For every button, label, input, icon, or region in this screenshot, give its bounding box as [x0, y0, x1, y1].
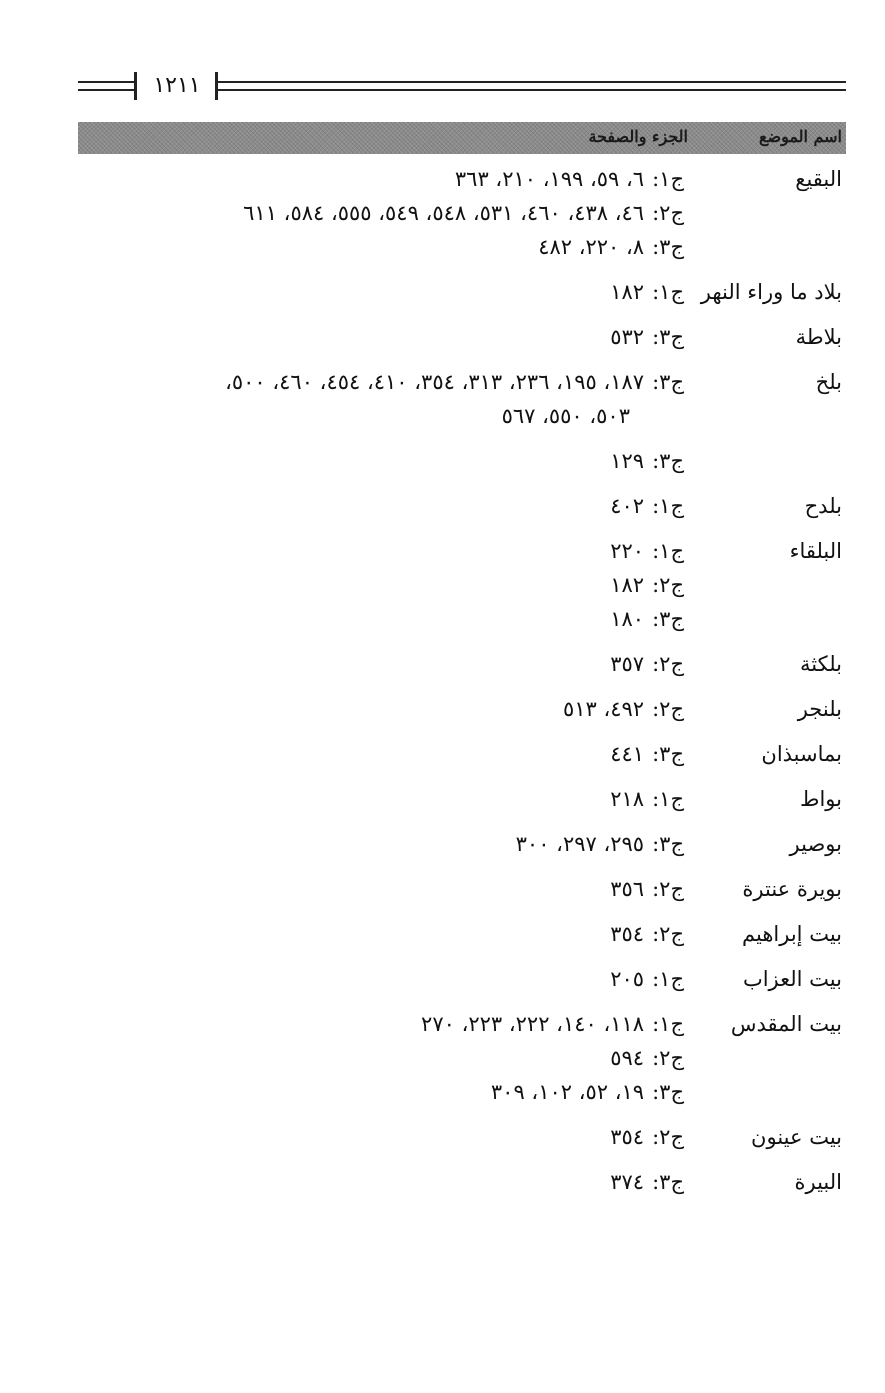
- index-entry: [78, 162, 846, 264]
- volume-page-ref: [78, 872, 684, 906]
- place-name: بلاد ما وراء النهر: [700, 280, 842, 304]
- index-entry: [78, 962, 846, 996]
- place-name: البلقاء: [789, 539, 842, 563]
- volume-label: ج٢:: [652, 877, 684, 901]
- volume-page-refs: [78, 275, 684, 309]
- volume-page-ref: [78, 1120, 684, 1154]
- page-numbers: ٢٢٠: [610, 539, 645, 563]
- page-numbers: ١٢٩: [610, 449, 645, 473]
- place-name: بلدح: [804, 494, 842, 518]
- place-name: بلخ: [815, 370, 842, 394]
- volume-label: ج٣:: [652, 832, 684, 856]
- page-numbers: ٤٩٢، ٥١٣: [562, 697, 645, 721]
- volume-page-refs: [78, 827, 684, 861]
- page-numbers: ١٨٢: [610, 573, 645, 597]
- volume-page-ref: [78, 737, 684, 771]
- volume-page-refs: [78, 962, 684, 996]
- volume-label: ج١:: [652, 787, 684, 811]
- volume-page-ref: [78, 162, 684, 196]
- volume-page-refs: [78, 647, 684, 681]
- page-numbers: ١٩، ٥٢، ١٠٢، ٣٠٩: [490, 1080, 645, 1104]
- volume-label: ج٢:: [652, 697, 684, 721]
- volume-page-ref: [78, 647, 684, 681]
- volume-page-ref: [78, 1075, 684, 1109]
- volume-page-ref: [78, 917, 684, 951]
- volume-page-ref: [78, 602, 684, 636]
- page-numbers: ٥٣٢: [610, 325, 645, 349]
- volume-page-ref: [78, 827, 684, 861]
- page-numbers: ٢١٨: [610, 787, 645, 811]
- page-numbers-continued: ٥٠٣، ٥٥٠، ٥٦٧: [501, 404, 630, 428]
- index-entry: [78, 1120, 846, 1154]
- place-name: بماسبذان: [761, 742, 842, 766]
- index-entry: [78, 782, 846, 816]
- index-entry: [78, 365, 846, 433]
- page-numbers: ١٨٧، ١٩٥، ٢٣٦، ٣١٣، ٣٥٤، ٤١٠، ٤٥٤، ٤٦٠، ٥٠٠،: [225, 370, 645, 394]
- volume-page-ref: [78, 275, 684, 309]
- volume-page-refs: [78, 1007, 684, 1109]
- volume-label: ج٢:: [652, 573, 684, 597]
- index-entry: [78, 275, 846, 309]
- index-list: [78, 162, 846, 1210]
- volume-label: ج٢:: [652, 1125, 684, 1149]
- page-numbers: ٤٦، ٤٣٨، ٤٦٠، ٥٣١، ٥٤٨، ٥٤٩، ٥٥٥، ٥٨٤، ٦١١: [243, 201, 645, 225]
- page-header: [78, 68, 846, 104]
- volume-label: ج٣:: [652, 1080, 684, 1104]
- volume-label: ج٢:: [652, 652, 684, 676]
- volume-label: ج٣:: [652, 235, 684, 259]
- page-numbers: ٤٤١: [610, 742, 645, 766]
- volume-page-ref: [78, 1007, 684, 1041]
- place-name: بلاطة: [795, 325, 842, 349]
- volume-page-refs: [78, 320, 684, 354]
- place-name: البقيع: [795, 167, 842, 191]
- index-entry: [78, 534, 846, 636]
- page-numbers: ١٨٢: [610, 280, 645, 304]
- volume-page-refs: [78, 917, 684, 951]
- header-tick-left: [134, 72, 137, 100]
- index-entry: [78, 1165, 846, 1199]
- index-entry: [78, 917, 846, 951]
- volume-page-ref: [78, 365, 684, 399]
- index-entry: [78, 872, 846, 906]
- volume-label: ج٣:: [652, 370, 684, 394]
- volume-page-ref: [78, 489, 684, 523]
- volume-label: ج٢:: [652, 922, 684, 946]
- header-rule-right: [218, 81, 846, 91]
- volume-page-ref: [78, 534, 684, 568]
- volume-page-ref: [78, 568, 684, 602]
- index-entry: [78, 827, 846, 861]
- index-entry: [78, 692, 846, 726]
- index-entry: [78, 1007, 846, 1109]
- place-name: بيت العزاب: [742, 967, 842, 991]
- volume-page-refs: [78, 489, 684, 523]
- place-name: بيت إبراهيم: [742, 922, 842, 946]
- header-rule-left: [78, 81, 134, 91]
- volume-label: ج١:: [652, 539, 684, 563]
- volume-page-refs: [78, 782, 684, 816]
- volume-label: ج٣:: [652, 325, 684, 349]
- place-name: بيت عينون: [751, 1125, 842, 1149]
- page-numbers: ٣٥٧: [610, 652, 645, 676]
- index-entry: [78, 320, 846, 354]
- volume-label: ج٣:: [652, 1170, 684, 1194]
- volume-page-ref: [78, 444, 684, 478]
- volume-page-refs: [78, 692, 684, 726]
- volume-label: ج٣:: [652, 607, 684, 631]
- page-numbers: ٤٠٢: [610, 494, 645, 518]
- place-name: البيرة: [794, 1170, 842, 1194]
- volume-page-ref: [78, 962, 684, 996]
- index-entry: [78, 489, 846, 523]
- page-numbers: ٦، ٥٩، ١٩٩، ٢١٠، ٣٦٣: [454, 167, 645, 191]
- volume-page-refs: [78, 1165, 684, 1199]
- volume-label: ج٣:: [652, 449, 684, 473]
- volume-page-refs: [78, 534, 684, 636]
- volume-page-ref: [78, 196, 684, 230]
- volume-label: ج١:: [652, 167, 684, 191]
- page-number: ١٢١١: [153, 73, 201, 98]
- volume-page-ref: [78, 782, 684, 816]
- volume-page-refs: [78, 737, 684, 771]
- place-name: بلكثة: [800, 652, 842, 676]
- volume-label: ج٢:: [652, 201, 684, 225]
- column-header-volume-page: الجزء والصفحة: [588, 127, 688, 146]
- page-numbers: ٣٧٤: [610, 1170, 645, 1194]
- page-numbers: ١٨٠: [610, 607, 645, 631]
- page-numbers: ٣٥٦: [610, 877, 645, 901]
- place-name: بواط: [800, 787, 842, 811]
- place-name: بيت المقدس: [730, 1012, 842, 1036]
- page-numbers: ٨، ٢٢٠، ٤٨٢: [538, 235, 645, 259]
- page-numbers: ٥٩٤: [610, 1046, 645, 1070]
- volume-page-ref: [78, 1041, 684, 1075]
- column-header-place: اسم الموضع: [758, 127, 842, 146]
- volume-page-ref: [78, 320, 684, 354]
- page-numbers: ٣٥٤: [610, 1125, 645, 1149]
- volume-label: ج١:: [652, 494, 684, 518]
- page-numbers: ٢٩٥، ٢٩٧، ٣٠٠: [515, 832, 645, 856]
- volume-page-ref: [78, 230, 684, 264]
- column-header-bar: [78, 122, 846, 154]
- volume-page-refs: [78, 1120, 684, 1154]
- volume-label: ج١:: [652, 280, 684, 304]
- volume-label: ج٣:: [652, 742, 684, 766]
- page-numbers: ٢٠٥: [610, 967, 645, 991]
- index-entry: [78, 737, 846, 771]
- index-entry: [78, 444, 846, 478]
- volume-page-refs: [78, 872, 684, 906]
- volume-page-ref: [78, 692, 684, 726]
- volume-label: ج٢:: [652, 1046, 684, 1070]
- volume-page-refs: [78, 162, 684, 264]
- place-name: بويرة عنترة: [742, 877, 842, 901]
- page-numbers: ١١٨، ١٤٠، ٢٢٢، ٢٢٣، ٢٧٠: [421, 1012, 645, 1036]
- volume-page-refs: [78, 365, 684, 433]
- volume-label: ج١:: [652, 967, 684, 991]
- volume-label: ج١:: [652, 1012, 684, 1036]
- index-entry: [78, 647, 846, 681]
- place-name: بلنجر: [797, 697, 842, 721]
- page-numbers: ٣٥٤: [610, 922, 645, 946]
- place-name: بوصير: [789, 832, 842, 856]
- volume-page-refs: [78, 444, 684, 478]
- volume-page-ref: [78, 1165, 684, 1199]
